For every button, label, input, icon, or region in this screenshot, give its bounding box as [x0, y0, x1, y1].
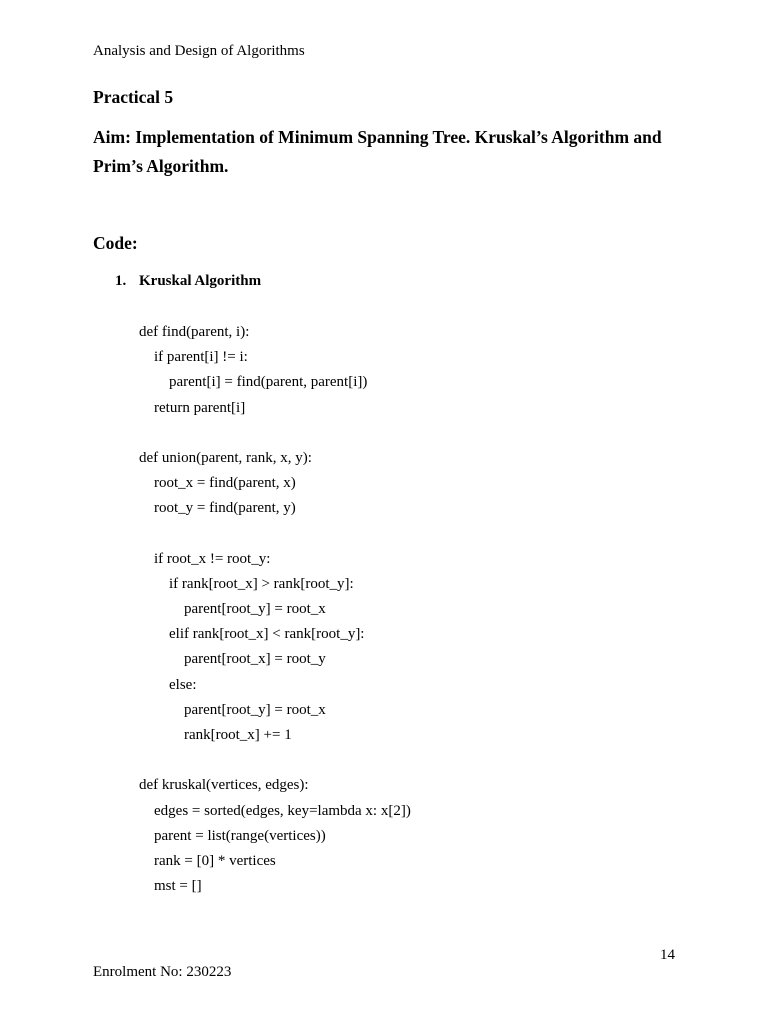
code-line: return parent[i] — [139, 399, 246, 416]
code-line: parent[root_y] = root_x — [139, 701, 326, 718]
code-line: def union(parent, rank, x, y): — [139, 449, 312, 466]
code-line: elif rank[root_x] < rank[root_y]: — [139, 626, 365, 643]
aim-statement: Aim: Implementation of Minimum Spanning Tree. Kruskal’s Algorithm and Prim’s Algorithm. — [93, 127, 662, 176]
code-line: parent[root_y] = root_x — [139, 601, 326, 618]
code-heading: Code: — [93, 233, 138, 253]
code-line: mst = [] — [139, 878, 202, 895]
code-line: if rank[root_x] > rank[root_y]: — [139, 575, 354, 592]
code-line — [139, 748, 411, 773]
code-line: rank[root_x] += 1 — [139, 727, 292, 743]
code-line: parent = list(range(vertices)) — [139, 827, 326, 844]
enrolment-number: Enrolment No: 230223 — [93, 964, 232, 980]
section-title — [115, 271, 261, 291]
code-line: parent[i] = find(parent, parent[i]) — [139, 374, 368, 391]
code-line: if root_x != root_y: — [139, 550, 271, 567]
practical-title: Practical 5 — [93, 87, 174, 107]
page-number: 14 — [660, 947, 675, 963]
code-line: root_x = find(parent, x) — [139, 475, 296, 492]
code-line — [139, 522, 411, 547]
section-number: 1. — [115, 273, 127, 289]
code-line: else: — [139, 676, 197, 693]
code-line — [139, 421, 411, 446]
code-line: if parent[i] != i: — [139, 349, 248, 366]
code-line: root_y = find(parent, y) — [139, 500, 296, 517]
code-line: def kruskal(vertices, edges): — [139, 777, 309, 794]
code-line: edges = sorted(edges, key=lambda x: x[2]) — [139, 802, 411, 819]
code-line: def find(parent, i): — [139, 324, 250, 340]
code-line: parent[root_x] = root_y — [139, 651, 326, 668]
code-line: rank = [0] * vertices — [139, 852, 276, 869]
page-header: Analysis and Design of Algorithms — [93, 43, 305, 59]
code-block — [139, 320, 411, 899]
section-label: Kruskal Algorithm — [139, 273, 262, 289]
